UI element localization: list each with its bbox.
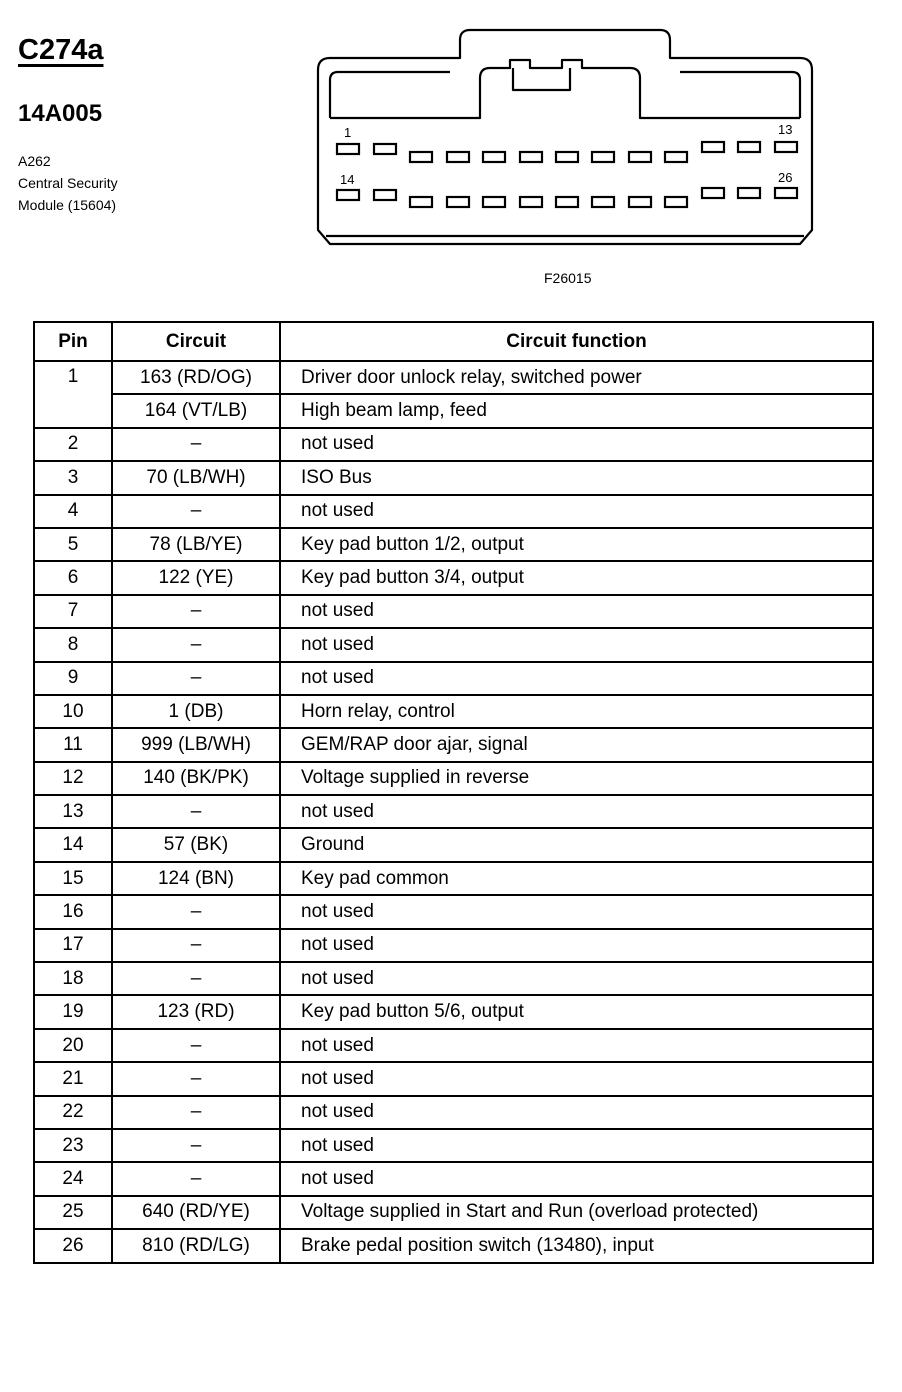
function-cell: Horn relay, control xyxy=(280,695,873,728)
circuit-cell: – xyxy=(112,929,280,962)
table-row xyxy=(34,628,873,661)
module-line: Module (15604) xyxy=(18,197,117,213)
table-row xyxy=(34,361,873,394)
pin-cell: 18 xyxy=(34,962,112,995)
function-cell: Key pad common xyxy=(280,862,873,895)
pin-cell: 3 xyxy=(34,461,112,494)
function-cell: not used xyxy=(280,795,873,828)
circuit-cell: – xyxy=(112,662,280,695)
pin-cell: 8 xyxy=(34,628,112,661)
pin-cell: 17 xyxy=(34,929,112,962)
table-row xyxy=(34,561,873,594)
function-cell: Voltage supplied in Start and Run (overload protected) xyxy=(280,1196,873,1229)
function-cell: not used xyxy=(280,428,873,461)
circuit-cell: – xyxy=(112,1062,280,1095)
circuit-cell: – xyxy=(112,428,280,461)
header-pin: Pin xyxy=(34,322,112,361)
function-cell: Key pad button 3/4, output xyxy=(280,561,873,594)
circuit-cell: – xyxy=(112,595,280,628)
table-header xyxy=(34,322,873,361)
circuit-cell: 122 (YE) xyxy=(112,561,280,594)
pin-cell: 23 xyxy=(34,1129,112,1162)
pin-cell: 6 xyxy=(34,561,112,594)
table-row xyxy=(34,1229,873,1262)
function-cell: not used xyxy=(280,1129,873,1162)
function-cell: GEM/RAP door ajar, signal xyxy=(280,728,873,761)
table-row xyxy=(34,929,873,962)
pin-label-26: 26 xyxy=(778,170,793,185)
table-row xyxy=(34,495,873,528)
pin-cell: 9 xyxy=(34,662,112,695)
circuit-cell: – xyxy=(112,495,280,528)
table-row xyxy=(34,828,873,861)
pin-cell: 7 xyxy=(34,595,112,628)
function-cell: not used xyxy=(280,962,873,995)
circuit-cell: 810 (RD/LG) xyxy=(112,1229,280,1262)
circuit-cell: 70 (LB/WH) xyxy=(112,461,280,494)
table-row xyxy=(34,1062,873,1095)
circuit-cell: 123 (RD) xyxy=(112,995,280,1028)
pin-label-14: 14 xyxy=(340,172,355,187)
table-row xyxy=(34,1196,873,1229)
table-row xyxy=(34,1029,873,1062)
function-cell: not used xyxy=(280,929,873,962)
table-row xyxy=(34,728,873,761)
function-cell: Key pad button 1/2, output xyxy=(280,528,873,561)
header-function: Circuit function xyxy=(280,322,873,361)
module-line: A262 xyxy=(18,153,51,169)
function-cell: not used xyxy=(280,1062,873,1095)
table-row xyxy=(34,461,873,494)
function-cell: not used xyxy=(280,628,873,661)
pin-table xyxy=(33,321,874,1264)
function-cell: High beam lamp, feed xyxy=(280,394,873,427)
function-cell: ISO Bus xyxy=(280,461,873,494)
pin-row-top xyxy=(337,142,797,162)
function-cell: not used xyxy=(280,495,873,528)
table-row xyxy=(34,795,873,828)
circuit-cell: – xyxy=(112,1029,280,1062)
pin-row-bottom xyxy=(337,188,797,207)
circuit-cell: – xyxy=(112,795,280,828)
pin-cell: 1 xyxy=(34,361,112,428)
connector-diagram xyxy=(300,20,840,270)
circuit-cell: – xyxy=(112,628,280,661)
function-cell: Ground xyxy=(280,828,873,861)
connector-id: C274a xyxy=(18,34,104,66)
table-row xyxy=(34,595,873,628)
pin-cell: 22 xyxy=(34,1096,112,1129)
pin-cell: 25 xyxy=(34,1196,112,1229)
circuit-cell: – xyxy=(112,1129,280,1162)
module-description xyxy=(18,150,118,216)
module-line: Central Security xyxy=(18,175,118,191)
circuit-cell: 140 (BK/PK) xyxy=(112,762,280,795)
function-cell: not used xyxy=(280,1162,873,1195)
circuit-cell: – xyxy=(112,1096,280,1129)
function-cell: not used xyxy=(280,662,873,695)
function-cell: Driver door unlock relay, switched power xyxy=(280,361,873,394)
table-row xyxy=(34,428,873,461)
pin-cell: 4 xyxy=(34,495,112,528)
pin-cell: 21 xyxy=(34,1062,112,1095)
circuit-cell: 124 (BN) xyxy=(112,862,280,895)
function-cell: not used xyxy=(280,1029,873,1062)
pin-cell: 20 xyxy=(34,1029,112,1062)
pin-label-13: 13 xyxy=(778,122,793,137)
circuit-cell: – xyxy=(112,962,280,995)
table-row xyxy=(34,1129,873,1162)
pin-cell: 24 xyxy=(34,1162,112,1195)
table-row xyxy=(34,528,873,561)
pin-cell: 13 xyxy=(34,795,112,828)
circuit-cell: 999 (LB/WH) xyxy=(112,728,280,761)
function-cell: Key pad button 5/6, output xyxy=(280,995,873,1028)
circuit-cell: 78 (LB/YE) xyxy=(112,528,280,561)
pin-cell: 12 xyxy=(34,762,112,795)
part-number: 14A005 xyxy=(18,100,103,127)
circuit-cell: 1 (DB) xyxy=(112,695,280,728)
pin-cell: 19 xyxy=(34,995,112,1028)
pin-cell: 2 xyxy=(34,428,112,461)
function-cell: Voltage supplied in reverse xyxy=(280,762,873,795)
pin-cell: 11 xyxy=(34,728,112,761)
pin-cell: 10 xyxy=(34,695,112,728)
table-row xyxy=(34,394,873,427)
table-row xyxy=(34,1096,873,1129)
table-row xyxy=(34,695,873,728)
circuit-cell: 57 (BK) xyxy=(112,828,280,861)
figure-id: F26015 xyxy=(544,270,592,286)
pin-cell: 14 xyxy=(34,828,112,861)
circuit-cell: – xyxy=(112,895,280,928)
pin-cell: 5 xyxy=(34,528,112,561)
circuit-cell: – xyxy=(112,1162,280,1195)
table-row xyxy=(34,862,873,895)
header-circuit: Circuit xyxy=(112,322,280,361)
pin-cell: 26 xyxy=(34,1229,112,1262)
pin-cell: 16 xyxy=(34,895,112,928)
circuit-cell: 164 (VT/LB) xyxy=(112,394,280,427)
table-row xyxy=(34,662,873,695)
circuit-cell: 163 (RD/OG) xyxy=(112,361,280,394)
pin-cell: 15 xyxy=(34,862,112,895)
circuit-cell: 640 (RD/YE) xyxy=(112,1196,280,1229)
function-cell: not used xyxy=(280,595,873,628)
table-row xyxy=(34,962,873,995)
table-row xyxy=(34,1162,873,1195)
table-row xyxy=(34,995,873,1028)
function-cell: not used xyxy=(280,1096,873,1129)
function-cell: Brake pedal position switch (13480), input xyxy=(280,1229,873,1262)
function-cell: not used xyxy=(280,895,873,928)
pin-label-1: 1 xyxy=(344,125,352,140)
table-row xyxy=(34,895,873,928)
table-row xyxy=(34,762,873,795)
